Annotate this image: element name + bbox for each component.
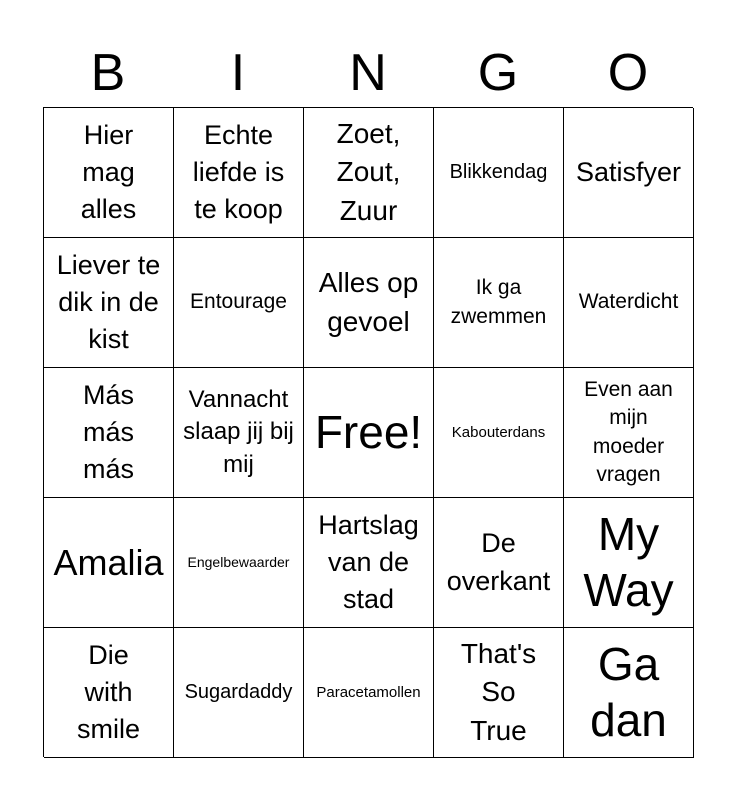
bingo-cell[interactable] (434, 368, 564, 498)
cell-text: Kabouterdans (451, 423, 546, 441)
cell-text: Zoet, Zout, Zuur (336, 117, 401, 226)
bingo-cell[interactable] (174, 498, 304, 628)
cell-text: Entourage (190, 290, 287, 314)
cell-text: Die with smile (76, 639, 140, 745)
bingo-cell[interactable] (564, 368, 694, 498)
bingo-cell[interactable] (564, 238, 694, 368)
cell-text: Alles op gevoel (318, 266, 419, 337)
header-letter-i: I (230, 44, 246, 102)
cell-text: Paracetamollen (316, 683, 421, 701)
cell-text: Amalia (53, 541, 164, 583)
cell-text: Hier mag alles (80, 119, 137, 225)
cell-text: Más más más (82, 379, 134, 485)
header-letter-g: G (477, 44, 519, 102)
bingo-cell[interactable] (564, 628, 694, 758)
bingo-cell[interactable] (44, 628, 174, 758)
bingo-cell[interactable] (564, 108, 694, 238)
bingo-cell-free[interactable] (304, 368, 434, 498)
bingo-cell[interactable] (434, 498, 564, 628)
bingo-cell[interactable] (304, 498, 434, 628)
bingo-cell[interactable] (174, 108, 304, 238)
bingo-cell[interactable] (174, 368, 304, 498)
cell-text: Ga dan (590, 638, 667, 746)
bingo-cell[interactable] (44, 108, 174, 238)
cell-text: Engelbewaarder (187, 554, 290, 571)
bingo-cell[interactable] (304, 238, 434, 368)
cell-text: Ik ga zwemmen (450, 276, 547, 328)
cell-text: Waterdicht (578, 290, 679, 314)
cell-text: Vannacht slaap jij bij mij (183, 385, 294, 478)
cell-text: Free! (314, 405, 423, 458)
bingo-cell[interactable] (434, 108, 564, 238)
cell-text: Echte liefde is te koop (192, 119, 285, 225)
cell-text: De overkant (446, 528, 551, 596)
bingo-cell[interactable] (434, 238, 564, 368)
cell-text: Blikkendag (449, 161, 548, 183)
cell-text: Liever te dik in de kist (56, 249, 161, 355)
header-letter-n: N (349, 44, 387, 102)
bingo-cell[interactable] (564, 498, 694, 628)
bingo-card-grid (43, 107, 693, 757)
bingo-cell[interactable] (434, 628, 564, 758)
cell-text: Even aan mijn moeder vragen (584, 377, 673, 486)
cell-text: That's So True (460, 637, 537, 746)
cell-text: My Way (583, 508, 674, 616)
cell-text: Satisfyer (575, 156, 682, 187)
bingo-cell[interactable] (44, 368, 174, 498)
bingo-header (43, 38, 693, 108)
bingo-cell[interactable] (44, 238, 174, 368)
bingo-cell[interactable] (174, 628, 304, 758)
bingo-cell[interactable] (304, 628, 434, 758)
bingo-cell[interactable] (44, 498, 174, 628)
bingo-cell[interactable] (304, 108, 434, 238)
header-letter-b: B (90, 44, 126, 102)
cell-text: Hartslag van de stad (318, 509, 419, 615)
cell-text: Sugardaddy (184, 681, 293, 703)
bingo-cell[interactable] (174, 238, 304, 368)
header-letter-o: O (607, 44, 649, 102)
